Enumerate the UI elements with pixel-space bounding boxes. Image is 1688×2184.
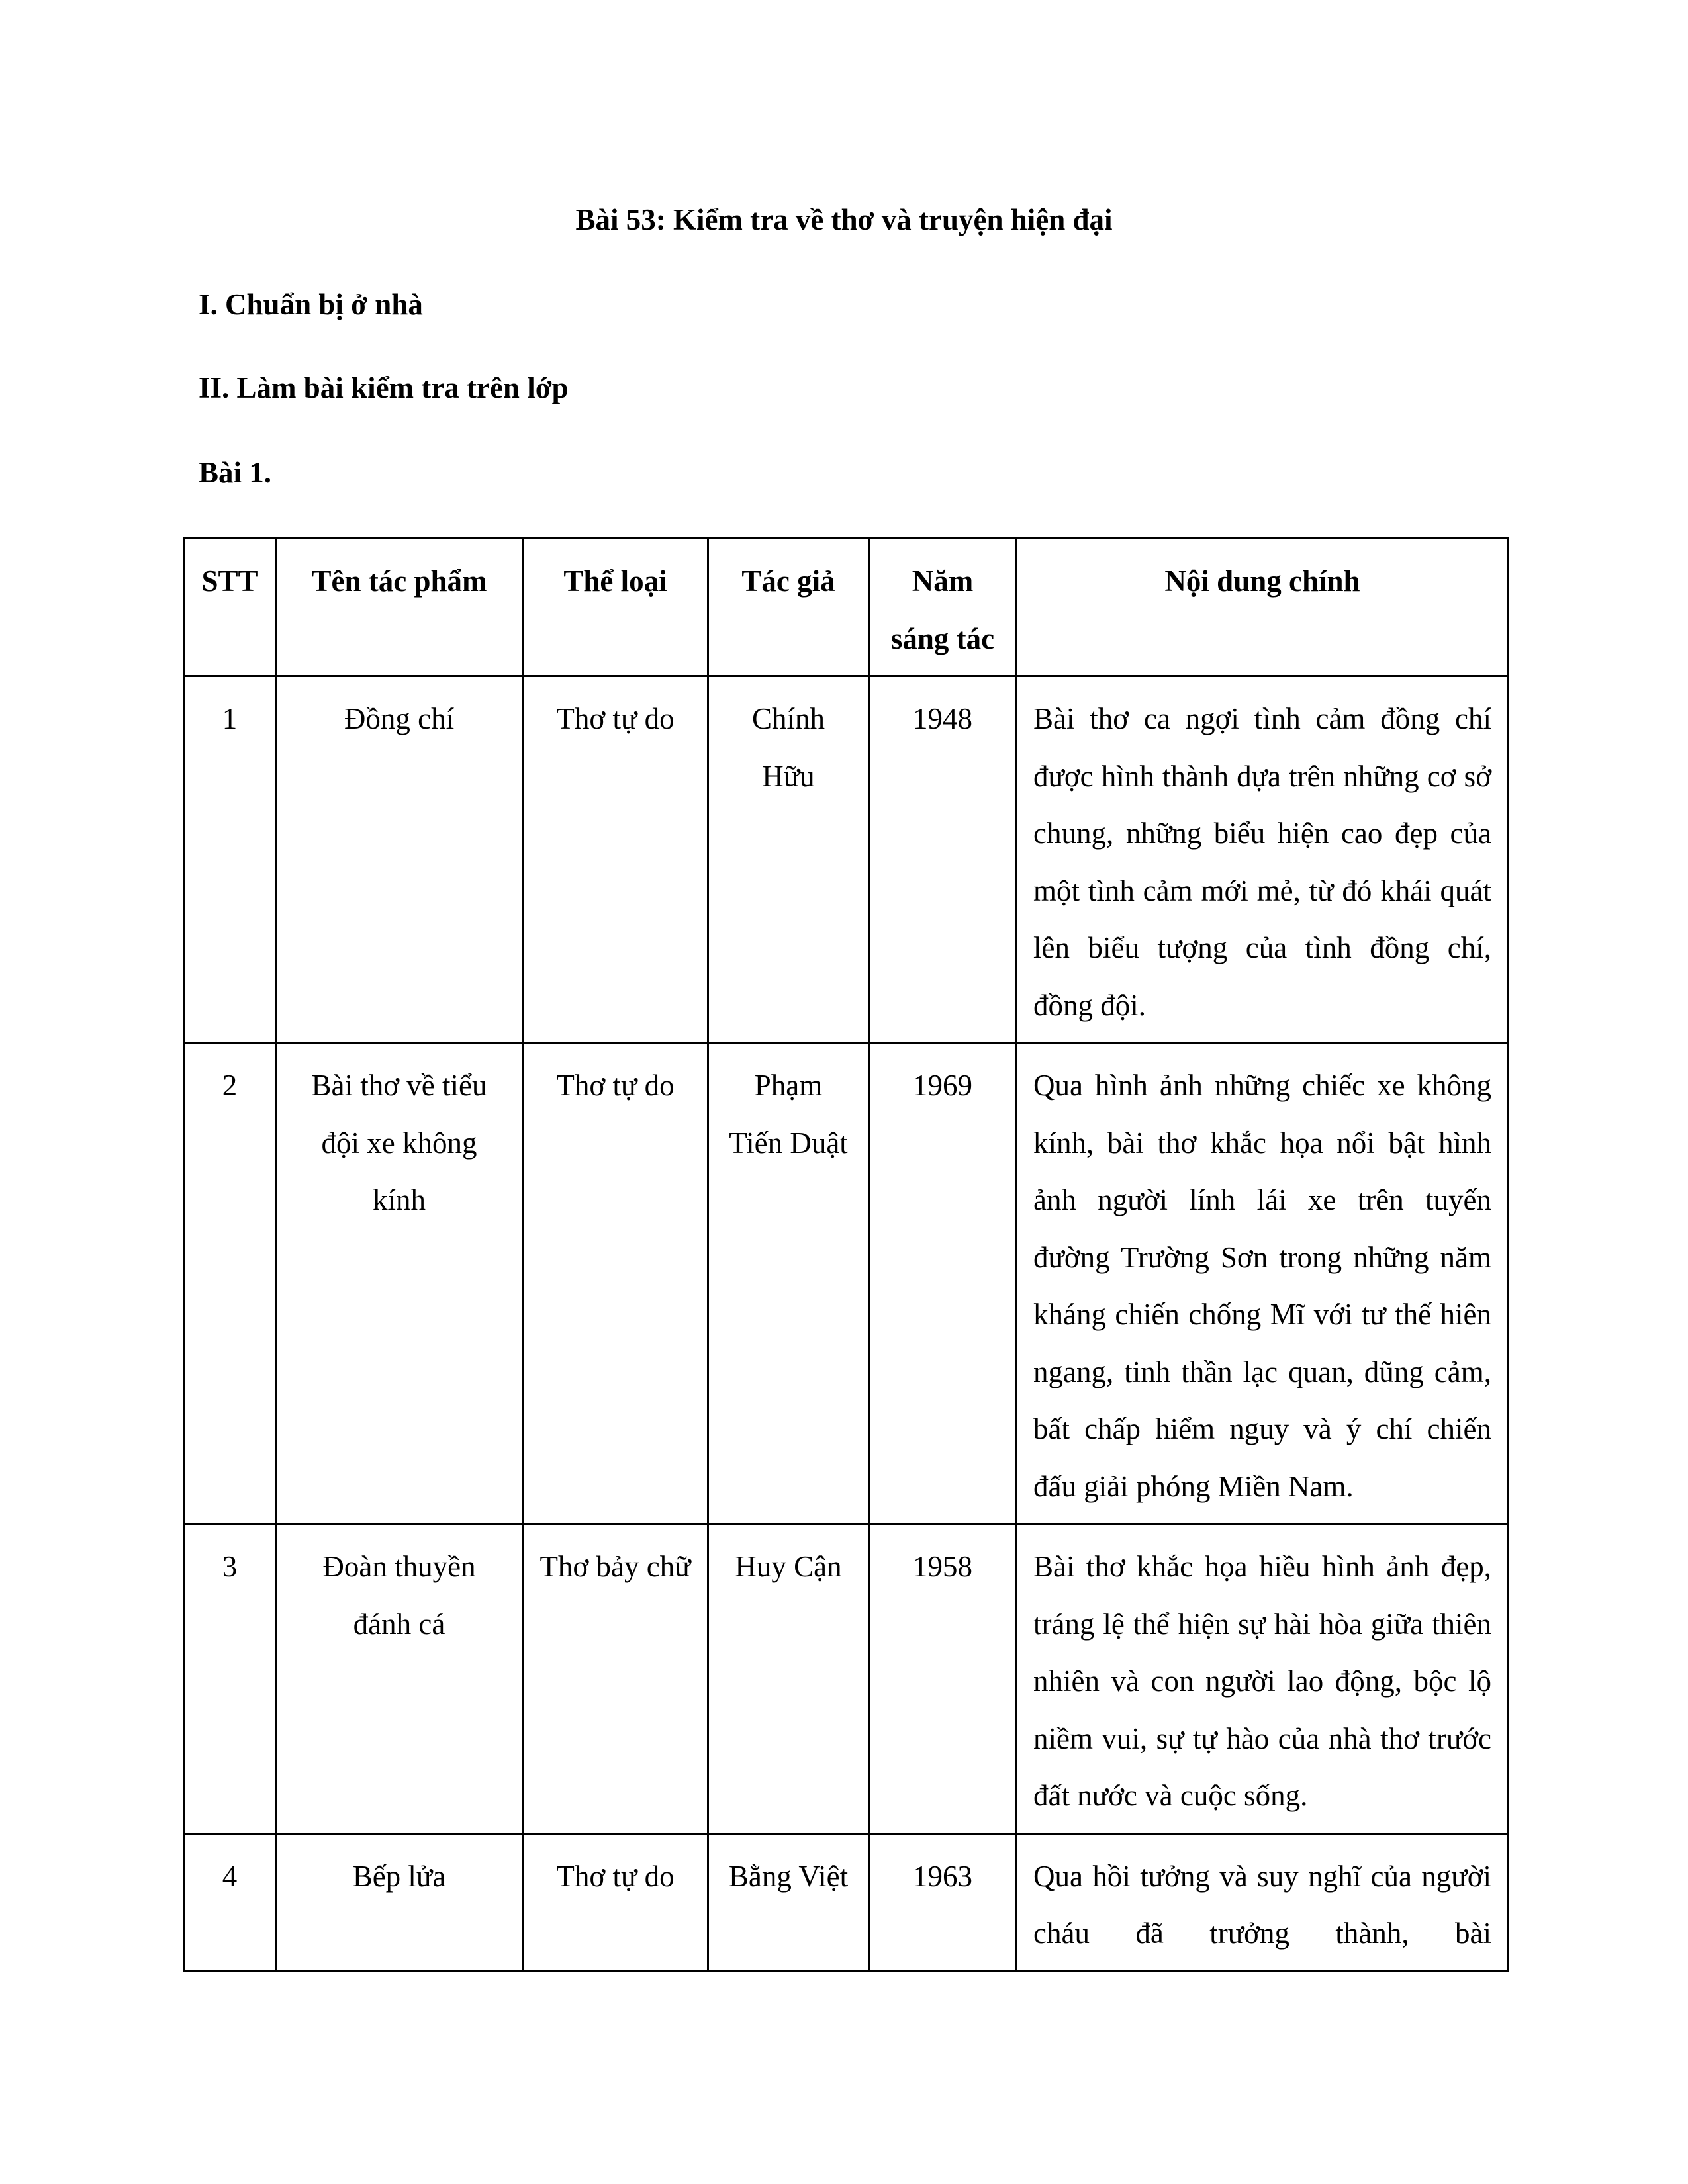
cell-genre: Thơ bảy chữ xyxy=(523,1524,708,1834)
cell-genre: Thơ tự do xyxy=(523,676,708,1043)
cell-main-content xyxy=(1017,1833,1509,1971)
cell-stt: 1 xyxy=(184,676,276,1043)
cell-year: 1948 xyxy=(869,676,1017,1043)
cell-work-title: Đồng chí xyxy=(276,676,523,1043)
cell-stt-text: 4 xyxy=(222,1859,238,1893)
table-row xyxy=(184,1833,1509,1971)
literary-works-table xyxy=(183,537,1509,1972)
cell-year: 1969 xyxy=(869,1043,1017,1524)
table-header-row xyxy=(184,539,1509,676)
cell-stt: 2 xyxy=(184,1043,276,1524)
section-heading-classwork: II. Làm bài kiểm tra trên lớp xyxy=(199,371,569,404)
cell-genre-text: Thơ tự do xyxy=(556,1859,675,1893)
cell-main-content: Bài thơ khắc họa hiều hình ảnh đẹp, tráng lệ thể hiện sự hài hòa giữa thiên nhiên và con người lao động, bộc lộ niềm vui, sự tự hào của nhà thơ trước đất nước và cuộc sống. xyxy=(1017,1524,1509,1834)
page-title: Bài 53: Kiểm tra về thơ và truyện hiện đại xyxy=(575,203,1113,236)
cell-year xyxy=(869,1833,1017,1971)
cell-year-text: 1963 xyxy=(913,1859,972,1893)
cell-author: Chính Hữu xyxy=(708,676,869,1043)
table-row xyxy=(184,1043,1509,1524)
cell-work-title: Đoàn thuyền đánh cá xyxy=(276,1524,523,1834)
header-main-content: Nội dung chính xyxy=(1017,539,1509,676)
cell-main-content: Qua hình ảnh những chiếc xe không kính, bài thơ khắc họa nổi bật hình ảnh người lính lái xe trên tuyến đường Trường Sơn trong những năm kháng chiến chống Mĩ với tư thế hiên ngang, tinh thần lạc quan, dũng cảm, bất chấp hiểm nguy và ý chí chiến đấu giải phóng Miền Nam. xyxy=(1017,1043,1509,1524)
header-year: Năm sáng tác xyxy=(869,539,1017,676)
cell-genre xyxy=(523,1833,708,1971)
cell-main-content-text: Qua hồi tưởng và suy nghĩ của người cháu đã trưởng thành, bài xyxy=(1033,1859,1491,1950)
table-row xyxy=(184,1524,1509,1834)
cell-year: 1958 xyxy=(869,1524,1017,1834)
exercise-heading: Bài 1. xyxy=(199,456,272,489)
cell-work-title xyxy=(276,1833,523,1971)
cell-author: Phạm Tiến Duật xyxy=(708,1043,869,1524)
cell-stt: 3 xyxy=(184,1524,276,1834)
header-genre: Thể loại xyxy=(523,539,708,676)
cell-genre: Thơ tự do xyxy=(523,1043,708,1524)
header-stt: STT xyxy=(184,539,276,676)
cell-work-title: Bài thơ về tiểu đội xe không kính xyxy=(276,1043,523,1524)
cell-author-text: Bằng Việt xyxy=(728,1859,849,1893)
section-heading-preparation: I. Chuẩn bị ở nhà xyxy=(199,288,423,321)
header-work-title: Tên tác phẩm xyxy=(276,539,523,676)
cell-work-title-text: Bếp lửa xyxy=(352,1859,446,1893)
header-author: Tác giả xyxy=(708,539,869,676)
cell-main-content: Bài thơ ca ngợi tình cảm đồng chí được hình thành dựa trên những cơ sở chung, những biểu hiện cao đẹp của một tình cảm mới mẻ, từ đó khái quát lên biểu tượng của tình đồng chí, đồng đội. xyxy=(1017,676,1509,1043)
cell-author xyxy=(708,1833,869,1971)
cell-author: Huy Cận xyxy=(708,1524,869,1834)
cell-stt xyxy=(184,1833,276,1971)
table-row xyxy=(184,676,1509,1043)
